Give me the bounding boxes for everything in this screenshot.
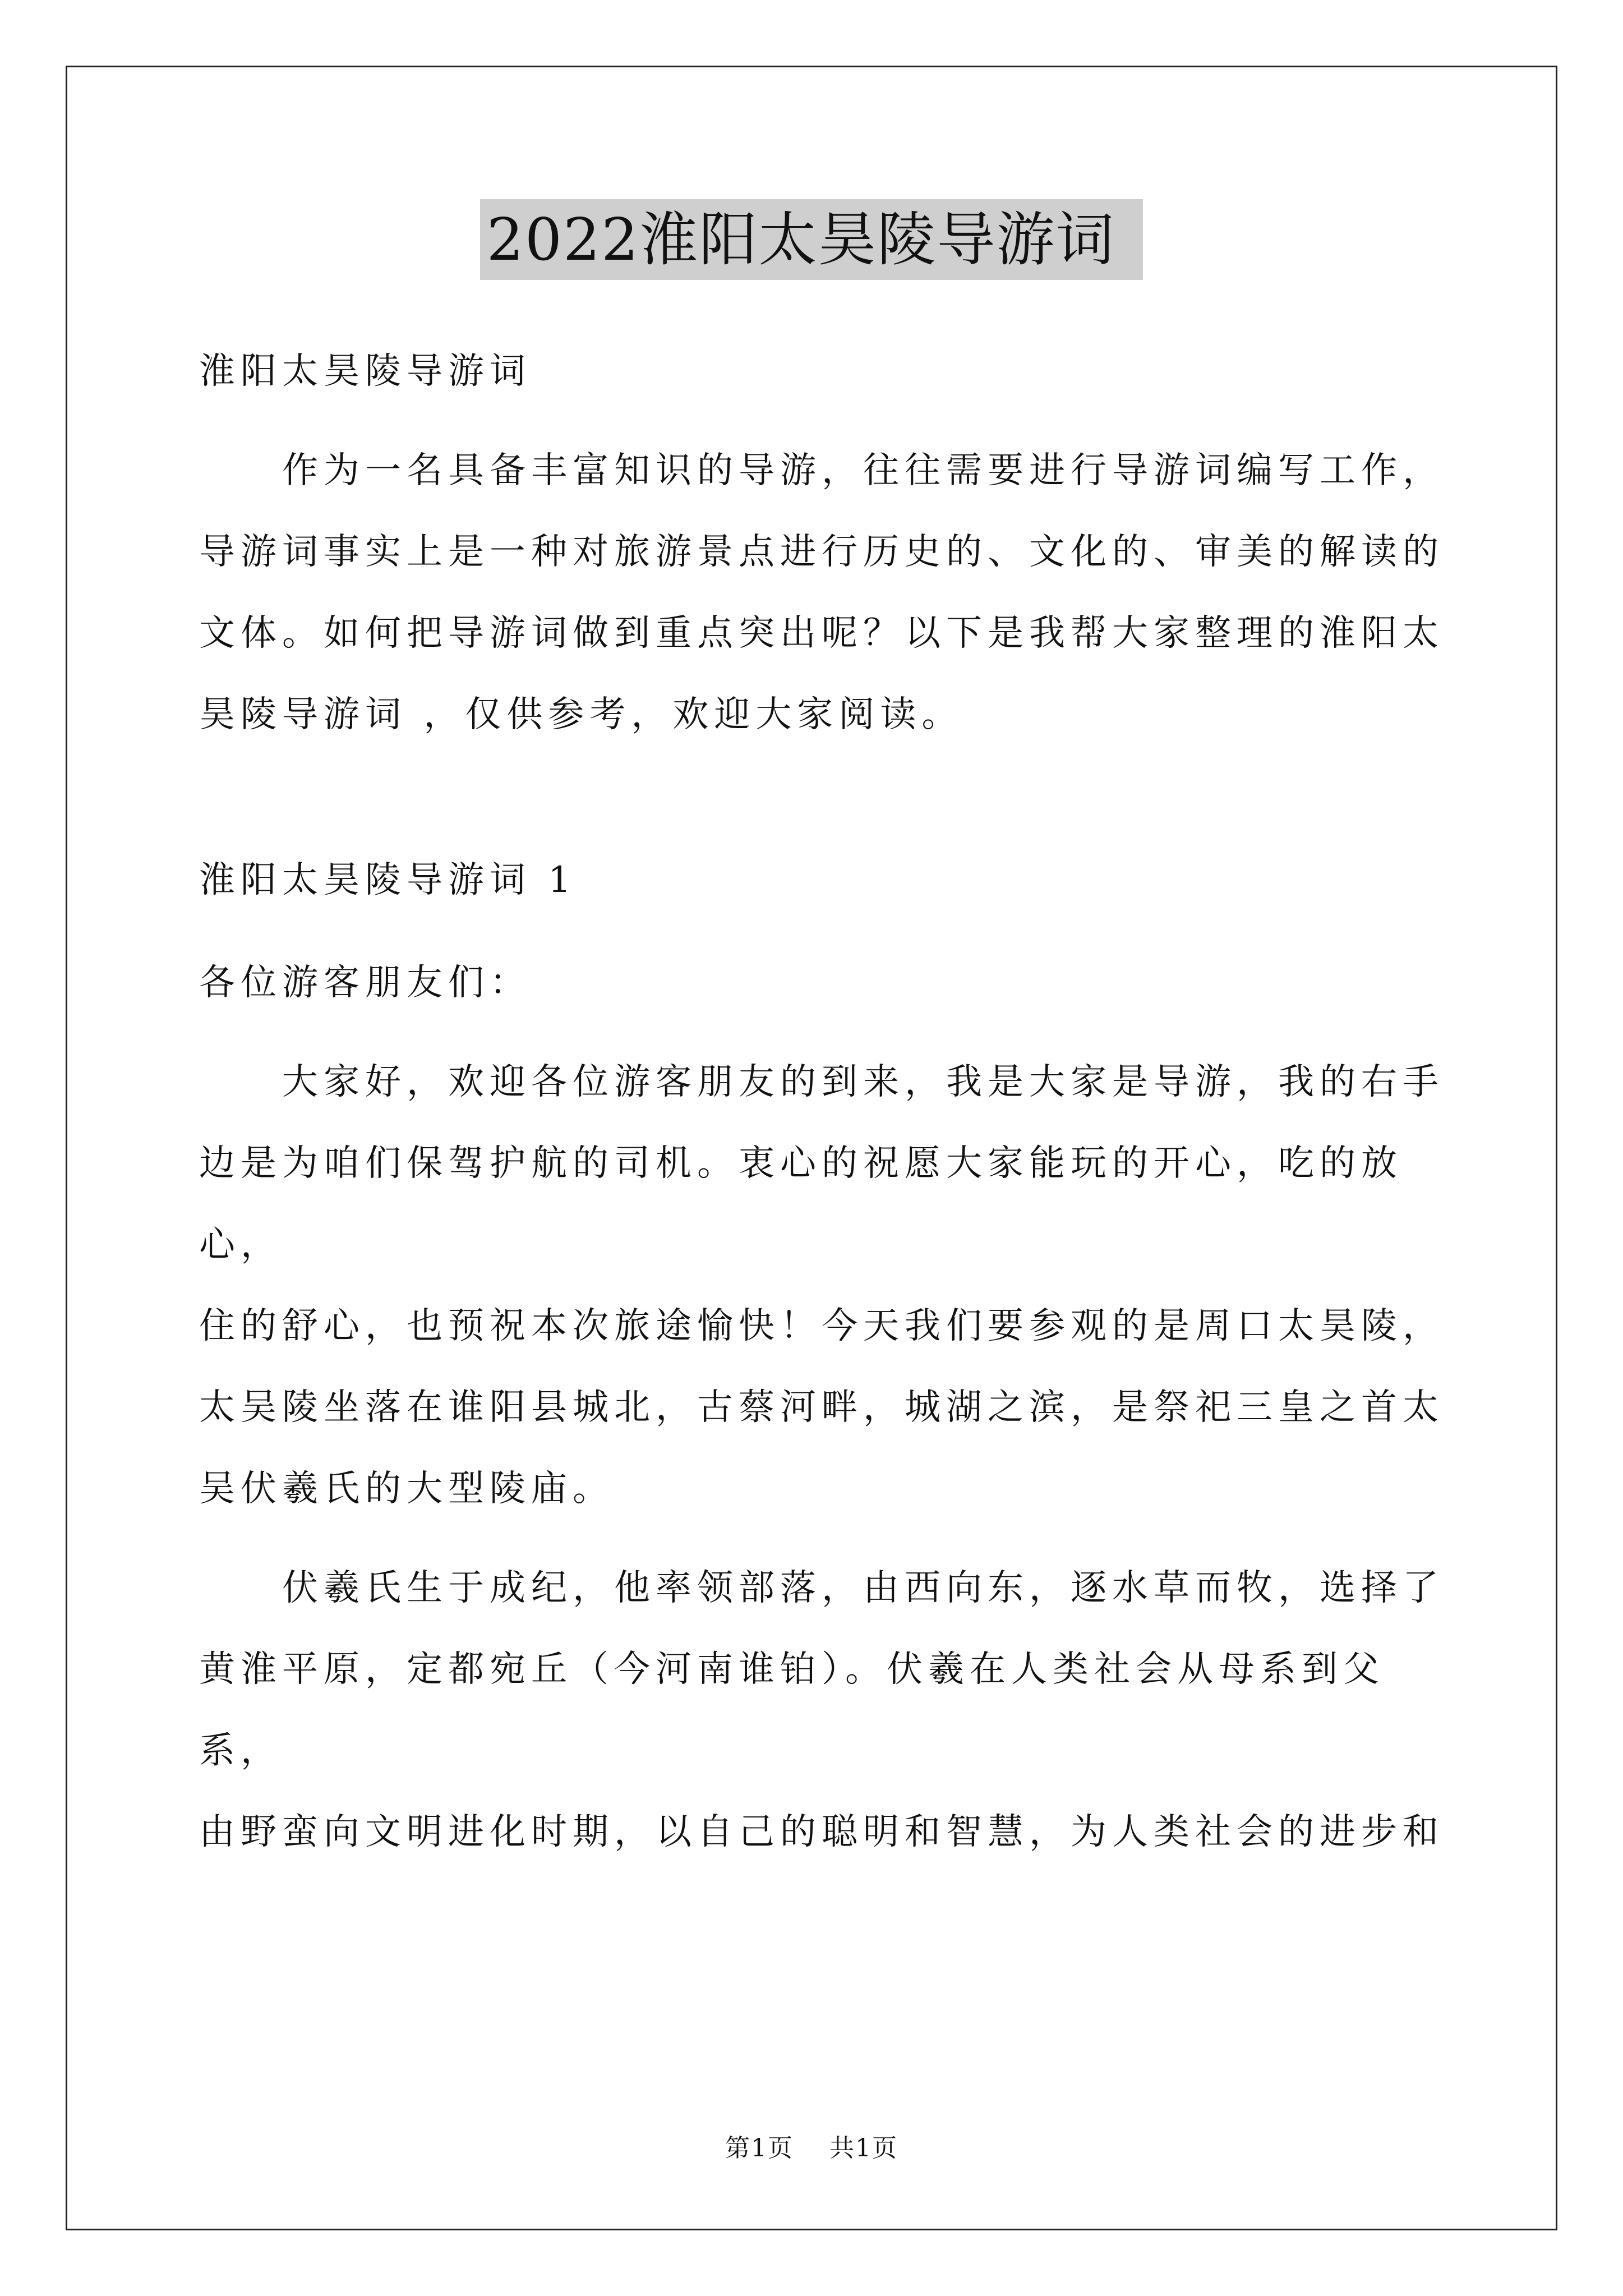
greeting: 各位游客朋友们： xyxy=(199,962,531,1004)
text-line: 吴伏羲氏的大型陵庙。 xyxy=(199,1468,614,1510)
text-line: 大家好，欢迎各位游客朋友的到来，我是大家是导游，我的右手 xyxy=(282,1061,1444,1103)
text-line: 边是为咱们保驾护航的司机。衷心的祝愿大家能玩的开心，吃的放心， xyxy=(199,1143,1403,1266)
paragraph-1 xyxy=(199,1042,1450,1530)
text-line: 黄淮平原，定都宛丘（今河南谁铂）。伏羲在人类社会从母系到父系， xyxy=(199,1649,1385,1772)
text-line: 文体。如何把导游词做到重点突出呢？以下是我帮大家整理的淮阳太 xyxy=(199,613,1444,654)
text-line: 太吴陵坐落在谁阳县城北，古蔡河畔，城湖之滨，是祭祀三皇之首太 xyxy=(199,1387,1444,1428)
paragraph-2 xyxy=(199,1548,1450,1873)
section-heading: 淮阳太昊陵导游词 1 xyxy=(199,859,577,901)
page-number: 第1页 xyxy=(725,2134,794,2162)
text-line: 作为一名具备丰富知识的导游，往往需要进行导游词编写工作， xyxy=(282,450,1444,491)
total-pages: 共1页 xyxy=(829,2134,898,2162)
intro-paragraph xyxy=(199,430,1450,756)
text-line: 伏羲氏生于成纪，他率领部落，由西向东，逐水草而牧，选择了 xyxy=(282,1567,1444,1609)
text-line: 由野蛮向文明进化时期，以自己的聪明和智慧，为人类社会的进步和 xyxy=(199,1811,1444,1853)
document-body xyxy=(199,331,1450,1873)
text-line: 导游词事实上是一种对旅游景点进行历史的、文化的、审美的解读的 xyxy=(199,531,1444,573)
subtitle: 淮阳太昊陵导游词 xyxy=(199,351,531,392)
text-line: 昊陵导游词 ，仅供参考，欢迎大家阅读。 xyxy=(199,694,963,735)
page-footer xyxy=(0,2132,1623,2165)
document-title: 2022淮阳太昊陵导游词 xyxy=(480,199,1144,280)
text-line: 住的舒心，也预祝本次旅途愉快！今天我们要参观的是周口太昊陵， xyxy=(199,1305,1444,1347)
title-container xyxy=(0,199,1623,280)
